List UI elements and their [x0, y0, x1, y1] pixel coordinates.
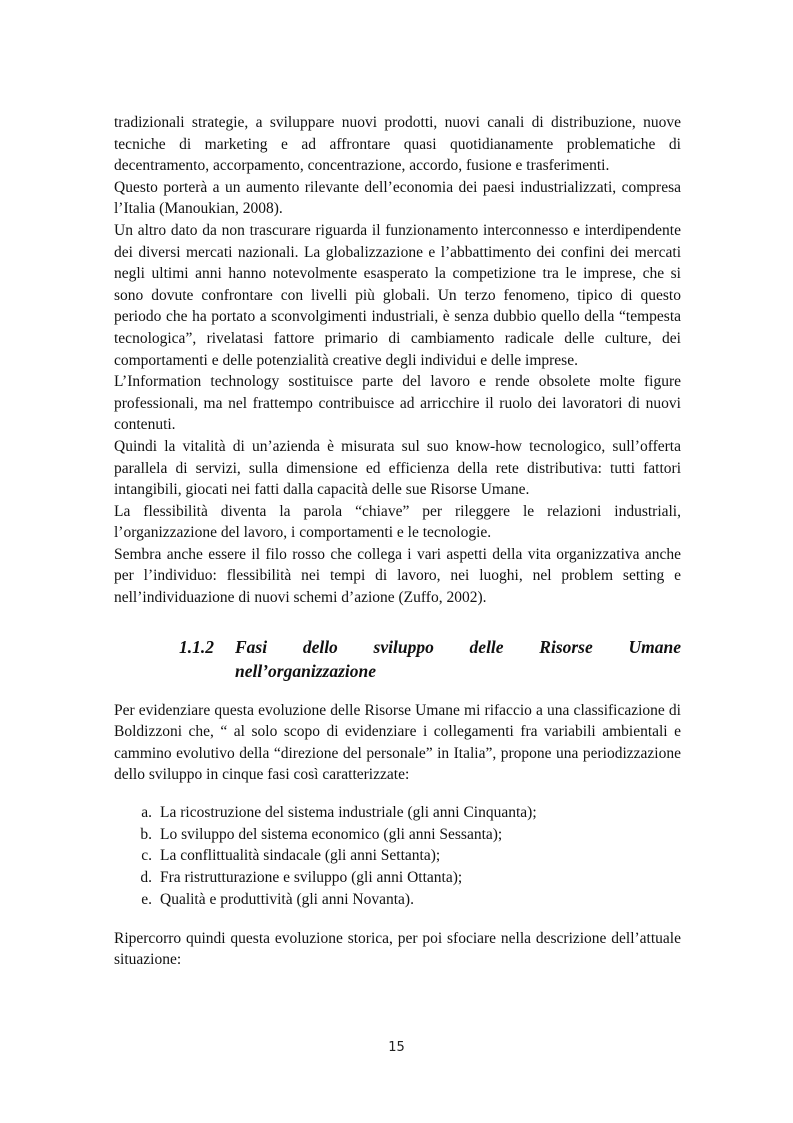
list-item-text: Fra ristrutturazione e sviluppo (gli anni Ottanta); — [160, 869, 463, 887]
list-item — [114, 845, 681, 867]
list-item — [114, 824, 681, 846]
section-title — [235, 635, 681, 683]
list-item — [114, 867, 681, 889]
closing-paragraph: Ripercorro quindi questa evoluzione storica, per poi sfociare nella descrizione dell’attuale situazione: — [114, 929, 681, 969]
list-item-text: La conflittualità sindacale (gli anni Settanta); — [160, 847, 441, 865]
phases-list — [114, 802, 681, 911]
list-item-text: Qualità e produttività (gli anni Novanta). — [160, 890, 414, 908]
list-marker: d. — [140, 869, 152, 887]
list-marker: b. — [140, 825, 152, 843]
paragraph: Quindi la vitalità di un’azienda è misurata sul suo know-how tecnologico, sull’offerta parallela di servizi, sulla dimensione ed efficienza della rete distributiva: tutti fattori intangibili, giocati nei fatti dalla capacità delle sue Risorse Umane. — [114, 437, 681, 499]
list-item — [114, 802, 681, 824]
paragraph: Questo porterà a un aumento rilevante dell’economia dei paesi industrializzati, compresa l’Italia (Manoukian, 2008). — [114, 178, 681, 218]
paragraph: La flessibilità diventa la parola “chiave” per rileggere le relazioni industriali, l’organizzazione del lavoro, i comportamenti e le tecnologie. — [114, 502, 681, 542]
list-marker: e. — [141, 890, 152, 908]
section-number: 1.1.2 — [179, 636, 214, 657]
page-body — [114, 112, 681, 971]
paragraph: Un altro dato da non trascurare riguarda il funzionamento interconnesso e interdipendente dei diversi mercati nazionali. La globalizzazione e l’abbattimento dei confini dei mercati negli ultimi anni hanno notevolmente esasperato la competizione tra le imprese, che si sono dovute confrontare con livelli più globali. Un terzo fenomeno, tipico di questo periodo che ha portato a sconvolgimenti industriali, è senza dubbio quello della “tempesta tecnologica”, rivelatasi fattore primario di cambiamento radicale delle culture, dei comportamenti e delle potenzialità creative degli individui e delle imprese. — [114, 221, 681, 369]
section-title-line2: nell’organizzazione — [235, 660, 376, 681]
list-marker: a. — [141, 804, 152, 822]
paragraph: Sembra anche essere il filo rosso che collega i vari aspetti della vita organizzativa anche per l’individuo: flessibilità nei tempi di lavoro, nei luoghi, nel problem setting e nell’individuazione di nuovi schemi d’azione (Zuffo, 2002). — [114, 545, 681, 607]
list-item — [114, 889, 681, 911]
section-heading — [114, 635, 681, 683]
intro-paragraph: Per evidenziare questa evoluzione delle Risorse Umane mi rifaccio a una classificazione di Boldizzoni che, “ al solo scopo di evidenziare i collegamenti fra variabili ambientali e cammino evolutivo della “direzione del personale” in Italia”, propone una periodizzazione dello sviluppo in cinque fasi così caratterizzate: — [114, 701, 681, 784]
paragraph: tradizionali strategie, a sviluppare nuovi prodotti, nuovi canali di distribuzione, nuove tecniche di marketing e ad affrontare quasi quotidianamente problematiche di decentramento, accorpamento, concentrazione, accordo, fusione e trasferimenti. — [114, 114, 681, 175]
list-item-text: La ricostruzione del sistema industriale (gli anni Cinquanta); — [160, 804, 537, 822]
paragraph: L’Information technology sostituisce parte del lavoro e rende obsolete molte figure professionali, ma nel frattempo contribuisce ad arricchire il ruolo dei lavoratori di nuovi contenuti. — [114, 373, 681, 434]
list-marker: c. — [141, 847, 152, 865]
list-item-text: Lo sviluppo del sistema economico (gli anni Sessanta); — [160, 825, 503, 843]
section-title-line1: Fasi dello sviluppo delle Risorse Umane — [235, 636, 681, 657]
page-number: 15 — [388, 1040, 405, 1055]
